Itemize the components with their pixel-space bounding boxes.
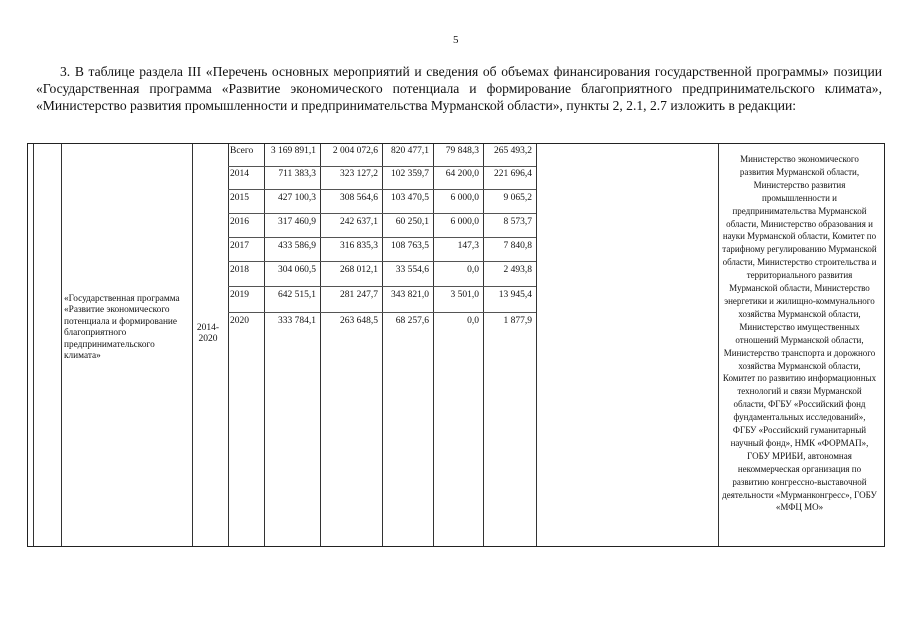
table-hline (228, 166, 536, 167)
cell-regional: 263 648,5 (340, 316, 378, 326)
cell-other: 265 493,2 (494, 146, 532, 156)
table-vline (228, 144, 229, 546)
cell-regional: 268 012,1 (340, 265, 378, 275)
cell-local: 147,3 (457, 241, 479, 251)
cell-federal: 60 250,1 (395, 217, 429, 227)
table-hline (228, 237, 536, 238)
cell-other: 221 696,4 (494, 169, 532, 179)
cell-other: 2 493,8 (503, 265, 532, 275)
cell-regional: 281 247,7 (340, 290, 378, 300)
table-vline (483, 144, 484, 546)
table-vline (536, 144, 537, 546)
table-hline (228, 286, 536, 287)
cell-federal: 33 554,6 (395, 265, 429, 275)
cell-year: 2016 (230, 217, 249, 227)
table-vline (718, 144, 719, 546)
table-hline (228, 189, 536, 190)
cell-local: 3 501,0 (450, 290, 479, 300)
cell-other: 1 877,9 (503, 316, 532, 326)
cell-regional: 242 637,1 (340, 217, 378, 227)
table-hline (228, 312, 536, 313)
program-name-cell: «Государственная программа «Развитие экономического потенциала и формирование благоприятного предпринимательского климата» (64, 294, 180, 362)
table-vline (33, 144, 34, 546)
cell-year: Всего (230, 146, 254, 156)
financing-table (27, 143, 885, 547)
table-vline (433, 144, 434, 546)
cell-total: 642 515,1 (278, 290, 316, 300)
cell-year: 2017 (230, 241, 249, 251)
cell-total: 3 169 891,1 (270, 146, 316, 156)
cell-local: 6 000,0 (450, 217, 479, 227)
period-cell: 2014-2020 (196, 323, 220, 344)
cell-federal: 343 821,0 (391, 290, 429, 300)
cell-federal: 108 763,5 (391, 241, 429, 251)
cell-federal: 820 477,1 (391, 146, 429, 156)
cell-year: 2018 (230, 265, 249, 275)
cell-other: 7 840,8 (503, 241, 532, 251)
amendment-paragraph: 3. В таблице раздела III «Перечень основных мероприятий и сведения об объемах финансирования государственной программы» позиции «Государственная программа «Развитие экономического потенциала и формирование благоприятного предпринимательского климата», «Министерство развития промышленности и предпринимательства Мурманской области», пункты 2, 2.1, 2.7 изложить в редакции: (36, 64, 882, 113)
cell-total: 317 460,9 (278, 217, 316, 227)
cell-total: 333 784,1 (278, 316, 316, 326)
table-vline (264, 144, 265, 546)
table-vline (192, 144, 193, 546)
executors-cell: Министерство экономического развития Мурманской области, Министерство развития промышленности и предпринимательства Мурманской области, Министерство образования и науки Мурманской области, Комитет по тарифному регулированию Мурманской области, Министерство строительства и территориального развития Мурманской области, Министерство энергетики и жилищно-коммунального хозяйства Мурманской области, Министерство имущественных отношений Мурманской области, Министерство транспорта и дорожного хозяйства Мурманской области, Комитет по развитию информационных технологий и связи Мурманской области, ФГБУ «Российский фонд фундаментальных исследований», ФГБУ «Российский гуманитарный научный фонд», НМК «ФОРМАП», ГОБУ МРИБИ, автономная некоммерческая организация по развитию конгрессно-выставочной деятельности «Мурманконгресс», ГОБУ «МФЦ МО» (722, 154, 877, 513)
cell-year: 2015 (230, 193, 249, 203)
cell-federal: 68 257,6 (395, 316, 429, 326)
cell-year: 2019 (230, 290, 249, 300)
table-vline (382, 144, 383, 546)
cell-local: 79 848,3 (445, 146, 479, 156)
table-vline (320, 144, 321, 546)
cell-year: 2020 (230, 316, 249, 326)
page-number: 5 (453, 34, 459, 46)
cell-regional: 316 835,3 (340, 241, 378, 251)
table-hline (228, 213, 536, 214)
cell-local: 0,0 (467, 265, 479, 275)
table-vline (61, 144, 62, 546)
table-hline (228, 261, 536, 262)
cell-regional: 2 004 072,6 (332, 146, 378, 156)
cell-other: 9 065,2 (503, 193, 532, 203)
cell-year: 2014 (230, 169, 249, 179)
cell-local: 0,0 (467, 316, 479, 326)
cell-other: 13 945,4 (498, 290, 532, 300)
cell-federal: 103 470,5 (391, 193, 429, 203)
cell-regional: 323 127,2 (340, 169, 378, 179)
cell-other: 8 573,7 (503, 217, 532, 227)
cell-local: 6 000,0 (450, 193, 479, 203)
cell-total: 304 060,5 (278, 265, 316, 275)
cell-regional: 308 564,6 (340, 193, 378, 203)
cell-total: 433 586,9 (278, 241, 316, 251)
cell-local: 64 200,0 (445, 169, 479, 179)
cell-federal: 102 359,7 (391, 169, 429, 179)
cell-total: 711 383,3 (278, 169, 316, 179)
cell-total: 427 100,3 (278, 193, 316, 203)
